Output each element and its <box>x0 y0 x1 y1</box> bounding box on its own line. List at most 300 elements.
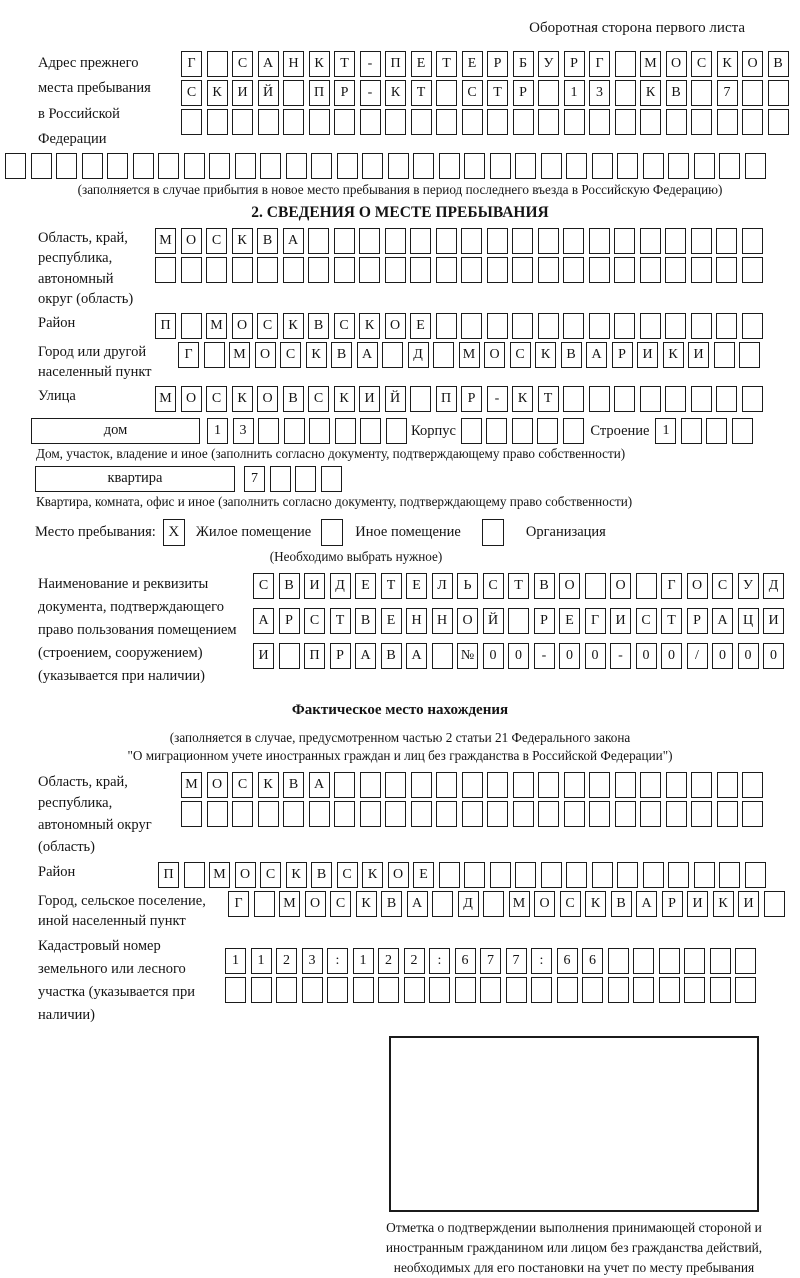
char-cell[interactable] <box>732 418 753 444</box>
char-cell[interactable]: Е <box>410 313 431 339</box>
char-cell[interactable]: К <box>717 51 738 77</box>
char-cell[interactable]: И <box>253 643 274 669</box>
char-cell[interactable] <box>411 109 432 135</box>
char-cell[interactable] <box>461 418 482 444</box>
char-cell[interactable] <box>334 257 355 283</box>
char-cell[interactable]: В <box>311 862 332 888</box>
char-cell[interactable] <box>411 772 432 798</box>
char-cell[interactable] <box>432 643 453 669</box>
char-cell[interactable]: Р <box>330 643 351 669</box>
char-cell[interactable] <box>640 801 661 827</box>
char-cell[interactable]: С <box>712 573 733 599</box>
char-cell[interactable] <box>204 342 225 368</box>
char-cell[interactable]: К <box>535 342 556 368</box>
char-cell[interactable]: П <box>436 386 457 412</box>
char-cell[interactable] <box>480 977 501 1003</box>
char-cell[interactable] <box>589 386 610 412</box>
char-cell[interactable] <box>668 862 689 888</box>
char-cell[interactable] <box>665 228 686 254</box>
char-cell[interactable] <box>515 862 536 888</box>
char-cell[interactable]: К <box>356 891 377 917</box>
char-cell[interactable] <box>490 153 511 179</box>
char-cell[interactable] <box>439 153 460 179</box>
char-cell[interactable]: В <box>257 228 278 254</box>
char-cell[interactable]: С <box>181 80 202 106</box>
char-cell[interactable]: Д <box>763 573 784 599</box>
char-cell[interactable] <box>309 109 330 135</box>
char-cell[interactable] <box>694 153 715 179</box>
char-cell[interactable] <box>462 801 483 827</box>
char-cell[interactable] <box>742 228 763 254</box>
char-cell[interactable] <box>360 109 381 135</box>
char-cell[interactable]: К <box>283 313 304 339</box>
char-cell[interactable] <box>643 153 664 179</box>
char-cell[interactable] <box>716 228 737 254</box>
char-cell[interactable]: О <box>207 772 228 798</box>
char-cell[interactable]: Ц <box>738 608 759 634</box>
char-cell[interactable] <box>735 948 756 974</box>
stay-option-residential-checkbox[interactable]: X <box>163 519 185 546</box>
char-cell[interactable]: О <box>181 228 202 254</box>
char-cell[interactable] <box>614 257 635 283</box>
char-cell[interactable] <box>270 466 291 492</box>
char-cell[interactable]: А <box>712 608 733 634</box>
char-cell[interactable]: П <box>385 51 406 77</box>
char-cell[interactable]: 1 <box>251 948 272 974</box>
char-cell[interactable]: К <box>286 862 307 888</box>
char-cell[interactable] <box>334 772 355 798</box>
char-cell[interactable] <box>541 153 562 179</box>
char-cell[interactable] <box>258 418 279 444</box>
char-cell[interactable]: Й <box>483 608 504 634</box>
char-cell[interactable] <box>385 257 406 283</box>
char-cell[interactable] <box>640 313 661 339</box>
char-cell[interactable] <box>717 772 738 798</box>
char-cell[interactable] <box>486 418 507 444</box>
char-cell[interactable]: С <box>334 313 355 339</box>
char-cell[interactable] <box>710 977 731 1003</box>
char-cell[interactable] <box>487 228 508 254</box>
char-cell[interactable] <box>378 977 399 1003</box>
char-cell[interactable]: 2 <box>276 948 297 974</box>
char-cell[interactable] <box>487 313 508 339</box>
char-cell[interactable] <box>436 772 457 798</box>
char-cell[interactable] <box>462 109 483 135</box>
char-cell[interactable]: И <box>232 80 253 106</box>
char-cell[interactable] <box>385 228 406 254</box>
char-cell[interactable] <box>640 228 661 254</box>
char-cell[interactable]: О <box>666 51 687 77</box>
char-cell[interactable] <box>566 862 587 888</box>
char-cell[interactable] <box>665 313 686 339</box>
char-cell[interactable] <box>258 801 279 827</box>
char-cell[interactable]: Т <box>334 51 355 77</box>
char-cell[interactable]: Н <box>406 608 427 634</box>
char-cell[interactable] <box>462 772 483 798</box>
char-cell[interactable] <box>608 977 629 1003</box>
char-cell[interactable]: Р <box>334 80 355 106</box>
char-cell[interactable] <box>439 862 460 888</box>
char-cell[interactable]: М <box>155 386 176 412</box>
char-cell[interactable] <box>745 862 766 888</box>
char-cell[interactable] <box>666 772 687 798</box>
char-cell[interactable]: Е <box>355 573 376 599</box>
char-cell[interactable] <box>615 109 636 135</box>
house-box[interactable]: дом <box>31 418 200 444</box>
char-cell[interactable]: М <box>509 891 530 917</box>
char-cell[interactable]: Е <box>559 608 580 634</box>
char-cell[interactable] <box>232 801 253 827</box>
char-cell[interactable] <box>694 862 715 888</box>
char-cell[interactable] <box>706 418 727 444</box>
char-cell[interactable] <box>633 948 654 974</box>
char-cell[interactable] <box>615 772 636 798</box>
char-cell[interactable]: - <box>534 643 555 669</box>
char-cell[interactable]: Н <box>283 51 304 77</box>
char-cell[interactable]: 6 <box>455 948 476 974</box>
char-cell[interactable] <box>691 80 712 106</box>
char-cell[interactable]: Р <box>279 608 300 634</box>
char-cell[interactable]: - <box>487 386 508 412</box>
char-cell[interactable] <box>714 342 735 368</box>
char-cell[interactable]: 2 <box>404 948 425 974</box>
char-cell[interactable]: В <box>308 313 329 339</box>
char-cell[interactable]: У <box>538 51 559 77</box>
char-cell[interactable] <box>691 228 712 254</box>
char-cell[interactable] <box>455 977 476 1003</box>
char-cell[interactable]: Г <box>178 342 199 368</box>
char-cell[interactable] <box>184 862 205 888</box>
char-cell[interactable] <box>232 109 253 135</box>
char-cell[interactable]: К <box>334 386 355 412</box>
char-cell[interactable] <box>181 109 202 135</box>
char-cell[interactable]: Т <box>330 608 351 634</box>
char-cell[interactable] <box>585 573 606 599</box>
char-cell[interactable]: Г <box>585 608 606 634</box>
char-cell[interactable]: О <box>457 608 478 634</box>
char-cell[interactable]: Г <box>661 573 682 599</box>
char-cell[interactable]: 3 <box>302 948 323 974</box>
char-cell[interactable]: О <box>257 386 278 412</box>
confirmation-stamp-box[interactable] <box>389 1036 759 1212</box>
char-cell[interactable] <box>487 257 508 283</box>
char-cell[interactable]: 3 <box>233 418 254 444</box>
apartment-box[interactable]: квартира <box>35 466 235 492</box>
char-cell[interactable]: Е <box>462 51 483 77</box>
char-cell[interactable] <box>538 257 559 283</box>
char-cell[interactable] <box>327 977 348 1003</box>
char-cell[interactable] <box>614 228 635 254</box>
char-cell[interactable] <box>464 862 485 888</box>
char-cell[interactable]: Т <box>381 573 402 599</box>
char-cell[interactable] <box>388 153 409 179</box>
char-cell[interactable] <box>31 153 52 179</box>
char-cell[interactable]: 0 <box>508 643 529 669</box>
char-cell[interactable]: 1 <box>353 948 374 974</box>
char-cell[interactable]: К <box>232 228 253 254</box>
char-cell[interactable] <box>564 772 585 798</box>
char-cell[interactable]: И <box>304 573 325 599</box>
char-cell[interactable]: В <box>331 342 352 368</box>
char-cell[interactable] <box>566 153 587 179</box>
char-cell[interactable]: / <box>687 643 708 669</box>
char-cell[interactable]: Е <box>411 51 432 77</box>
char-cell[interactable] <box>615 801 636 827</box>
char-cell[interactable]: 0 <box>738 643 759 669</box>
char-cell[interactable] <box>742 313 763 339</box>
char-cell[interactable]: - <box>360 51 381 77</box>
char-cell[interactable] <box>665 386 686 412</box>
char-cell[interactable]: Т <box>436 51 457 77</box>
char-cell[interactable] <box>181 257 202 283</box>
char-cell[interactable]: К <box>359 313 380 339</box>
char-cell[interactable]: В <box>768 51 789 77</box>
char-cell[interactable]: С <box>330 891 351 917</box>
char-cell[interactable] <box>258 109 279 135</box>
char-cell[interactable]: В <box>381 643 402 669</box>
char-cell[interactable]: М <box>279 891 300 917</box>
char-cell[interactable]: В <box>283 772 304 798</box>
char-cell[interactable] <box>411 801 432 827</box>
char-cell[interactable] <box>640 386 661 412</box>
char-cell[interactable]: О <box>534 891 555 917</box>
char-cell[interactable] <box>681 418 702 444</box>
char-cell[interactable] <box>276 977 297 1003</box>
char-cell[interactable] <box>335 418 356 444</box>
char-cell[interactable]: Г <box>228 891 249 917</box>
char-cell[interactable] <box>385 772 406 798</box>
char-cell[interactable]: 0 <box>763 643 784 669</box>
char-cell[interactable]: О <box>181 386 202 412</box>
char-cell[interactable] <box>283 801 304 827</box>
char-cell[interactable]: 0 <box>585 643 606 669</box>
char-cell[interactable]: А <box>586 342 607 368</box>
char-cell[interactable] <box>309 801 330 827</box>
char-cell[interactable]: 1 <box>207 418 228 444</box>
char-cell[interactable] <box>541 862 562 888</box>
char-cell[interactable]: 0 <box>559 643 580 669</box>
char-cell[interactable] <box>158 153 179 179</box>
char-cell[interactable]: И <box>688 342 709 368</box>
char-cell[interactable]: Й <box>385 386 406 412</box>
char-cell[interactable]: : <box>429 948 450 974</box>
char-cell[interactable]: С <box>483 573 504 599</box>
char-cell[interactable]: Д <box>330 573 351 599</box>
char-cell[interactable] <box>735 977 756 1003</box>
char-cell[interactable] <box>410 257 431 283</box>
char-cell[interactable] <box>512 257 533 283</box>
char-cell[interactable] <box>615 51 636 77</box>
char-cell[interactable]: Е <box>381 608 402 634</box>
char-cell[interactable]: И <box>687 891 708 917</box>
char-cell[interactable] <box>309 418 330 444</box>
char-cell[interactable] <box>483 891 504 917</box>
char-cell[interactable] <box>385 109 406 135</box>
char-cell[interactable] <box>308 257 329 283</box>
char-cell[interactable]: 7 <box>506 948 527 974</box>
char-cell[interactable]: 1 <box>225 948 246 974</box>
char-cell[interactable] <box>513 801 534 827</box>
char-cell[interactable] <box>279 643 300 669</box>
char-cell[interactable]: Л <box>432 573 453 599</box>
char-cell[interactable]: И <box>610 608 631 634</box>
char-cell[interactable] <box>742 386 763 412</box>
char-cell[interactable] <box>589 257 610 283</box>
char-cell[interactable] <box>659 948 680 974</box>
char-cell[interactable]: Д <box>458 891 479 917</box>
char-cell[interactable]: Е <box>413 862 434 888</box>
char-cell[interactable] <box>589 228 610 254</box>
char-cell[interactable] <box>353 977 374 1003</box>
char-cell[interactable]: А <box>258 51 279 77</box>
char-cell[interactable] <box>716 313 737 339</box>
char-cell[interactable] <box>716 257 737 283</box>
char-cell[interactable] <box>360 772 381 798</box>
char-cell[interactable] <box>512 313 533 339</box>
char-cell[interactable] <box>684 977 705 1003</box>
char-cell[interactable] <box>691 801 712 827</box>
char-cell[interactable] <box>668 153 689 179</box>
char-cell[interactable]: С <box>280 342 301 368</box>
char-cell[interactable] <box>768 80 789 106</box>
char-cell[interactable] <box>640 772 661 798</box>
char-cell[interactable] <box>589 772 610 798</box>
char-cell[interactable] <box>487 801 508 827</box>
char-cell[interactable] <box>410 228 431 254</box>
char-cell[interactable] <box>716 386 737 412</box>
char-cell[interactable] <box>691 386 712 412</box>
char-cell[interactable] <box>254 891 275 917</box>
char-cell[interactable] <box>608 948 629 974</box>
char-cell[interactable]: Р <box>612 342 633 368</box>
char-cell[interactable] <box>739 342 760 368</box>
char-cell[interactable]: П <box>304 643 325 669</box>
char-cell[interactable] <box>413 153 434 179</box>
char-cell[interactable] <box>206 257 227 283</box>
char-cell[interactable]: И <box>738 891 759 917</box>
char-cell[interactable] <box>410 386 431 412</box>
char-cell[interactable] <box>232 257 253 283</box>
char-cell[interactable]: О <box>305 891 326 917</box>
char-cell[interactable]: 1 <box>655 418 676 444</box>
char-cell[interactable] <box>209 153 230 179</box>
char-cell[interactable] <box>334 801 355 827</box>
char-cell[interactable] <box>207 51 228 77</box>
char-cell[interactable]: К <box>207 80 228 106</box>
char-cell[interactable]: А <box>406 643 427 669</box>
char-cell[interactable]: - <box>610 643 631 669</box>
char-cell[interactable] <box>295 466 316 492</box>
char-cell[interactable] <box>436 109 457 135</box>
char-cell[interactable] <box>564 109 585 135</box>
char-cell[interactable] <box>538 772 559 798</box>
char-cell[interactable]: О <box>742 51 763 77</box>
char-cell[interactable] <box>633 977 654 1003</box>
char-cell[interactable] <box>643 862 664 888</box>
char-cell[interactable] <box>506 977 527 1003</box>
char-cell[interactable]: В <box>355 608 376 634</box>
char-cell[interactable] <box>225 977 246 1003</box>
char-cell[interactable]: С <box>510 342 531 368</box>
char-cell[interactable] <box>614 386 635 412</box>
char-cell[interactable] <box>537 418 558 444</box>
char-cell[interactable]: Р <box>461 386 482 412</box>
char-cell[interactable]: Ь <box>457 573 478 599</box>
char-cell[interactable] <box>589 313 610 339</box>
stay-option-organization-checkbox[interactable] <box>482 519 504 546</box>
char-cell[interactable] <box>512 228 533 254</box>
char-cell[interactable]: 6 <box>557 948 578 974</box>
char-cell[interactable] <box>513 109 534 135</box>
char-cell[interactable]: О <box>610 573 631 599</box>
char-cell[interactable]: : <box>531 948 552 974</box>
char-cell[interactable]: С <box>257 313 278 339</box>
char-cell[interactable]: С <box>206 386 227 412</box>
char-cell[interactable]: В <box>611 891 632 917</box>
char-cell[interactable] <box>614 313 635 339</box>
char-cell[interactable]: М <box>209 862 230 888</box>
char-cell[interactable] <box>107 153 128 179</box>
char-cell[interactable]: Т <box>508 573 529 599</box>
char-cell[interactable]: А <box>407 891 428 917</box>
char-cell[interactable]: 7 <box>717 80 738 106</box>
char-cell[interactable] <box>592 862 613 888</box>
char-cell[interactable] <box>207 109 228 135</box>
char-cell[interactable] <box>719 862 740 888</box>
char-cell[interactable]: А <box>357 342 378 368</box>
char-cell[interactable] <box>487 109 508 135</box>
char-cell[interactable] <box>311 153 332 179</box>
char-cell[interactable] <box>283 109 304 135</box>
char-cell[interactable]: 0 <box>661 643 682 669</box>
char-cell[interactable] <box>640 109 661 135</box>
char-cell[interactable] <box>592 153 613 179</box>
char-cell[interactable]: 0 <box>483 643 504 669</box>
char-cell[interactable]: М <box>181 772 202 798</box>
char-cell[interactable]: 0 <box>636 643 657 669</box>
char-cell[interactable] <box>717 109 738 135</box>
char-cell[interactable] <box>564 801 585 827</box>
char-cell[interactable]: Г <box>589 51 610 77</box>
char-cell[interactable] <box>512 418 533 444</box>
char-cell[interactable] <box>334 109 355 135</box>
char-cell[interactable]: П <box>309 80 330 106</box>
char-cell[interactable]: - <box>360 80 381 106</box>
char-cell[interactable]: Р <box>662 891 683 917</box>
char-cell[interactable] <box>666 109 687 135</box>
char-cell[interactable] <box>582 977 603 1003</box>
char-cell[interactable] <box>515 153 536 179</box>
char-cell[interactable]: С <box>232 51 253 77</box>
char-cell[interactable] <box>436 801 457 827</box>
char-cell[interactable]: 7 <box>244 466 265 492</box>
char-cell[interactable] <box>719 153 740 179</box>
char-cell[interactable] <box>538 80 559 106</box>
char-cell[interactable]: Р <box>564 51 585 77</box>
char-cell[interactable]: А <box>283 228 304 254</box>
char-cell[interactable] <box>429 977 450 1003</box>
char-cell[interactable]: В <box>279 573 300 599</box>
char-cell[interactable] <box>436 257 457 283</box>
char-cell[interactable] <box>557 977 578 1003</box>
char-cell[interactable] <box>133 153 154 179</box>
char-cell[interactable]: С <box>260 862 281 888</box>
char-cell[interactable] <box>321 466 342 492</box>
char-cell[interactable] <box>563 418 584 444</box>
char-cell[interactable]: К <box>663 342 684 368</box>
char-cell[interactable]: Р <box>687 608 708 634</box>
char-cell[interactable]: К <box>385 80 406 106</box>
